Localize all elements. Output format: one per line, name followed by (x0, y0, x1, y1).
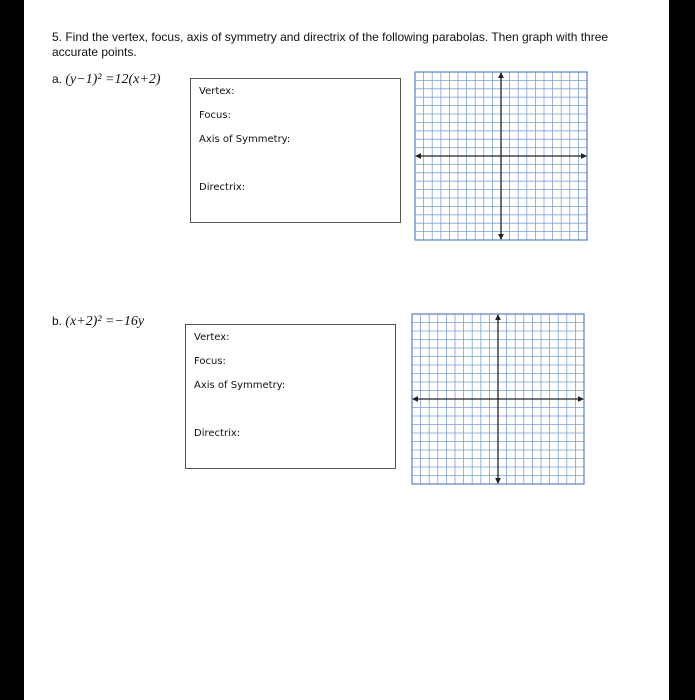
axis-of-symmetry-label: Axis of Symmetry: (194, 380, 286, 391)
problem-instruction: 5. Find the vertex, focus, axis of symmetry and directrix of the following parabolas. Then graph with three accurate points. (52, 30, 609, 59)
x-axis-left-arrow (415, 153, 421, 159)
problem-b-equation (52, 314, 144, 330)
vertex-label: Vertex: (199, 86, 235, 97)
problem-b-coordinate-grid[interactable] (410, 312, 586, 486)
directrix-label: Directrix: (194, 428, 241, 439)
focus-label: Focus: (194, 356, 226, 367)
problem-a-label: a. (52, 72, 63, 86)
directrix-label: Directrix: (199, 182, 246, 193)
y-axis-up-arrow (495, 314, 501, 320)
problem-b-label: b. (52, 314, 63, 328)
x-axis-right-arrow (578, 396, 584, 402)
problem-b-answer-box[interactable] (185, 324, 396, 469)
axis-of-symmetry-label: Axis of Symmetry: (199, 134, 291, 145)
y-axis-up-arrow (498, 72, 504, 78)
focus-label: Focus: (199, 110, 231, 121)
x-axis-right-arrow (581, 153, 587, 159)
problem-a-answer-box[interactable] (190, 78, 401, 223)
problem-a-coordinate-grid[interactable] (413, 70, 589, 242)
y-axis-down-arrow (498, 234, 504, 240)
x-axis-left-arrow (412, 396, 418, 402)
problem-a-math: (y−1)² =12(x+2) (65, 72, 161, 87)
problem-b-math: (x+2)² =−16y (65, 314, 145, 329)
vertex-label: Vertex: (194, 332, 230, 343)
y-axis-down-arrow (495, 478, 501, 484)
problem-a-equation (52, 72, 160, 88)
worksheet-page (24, 0, 669, 700)
